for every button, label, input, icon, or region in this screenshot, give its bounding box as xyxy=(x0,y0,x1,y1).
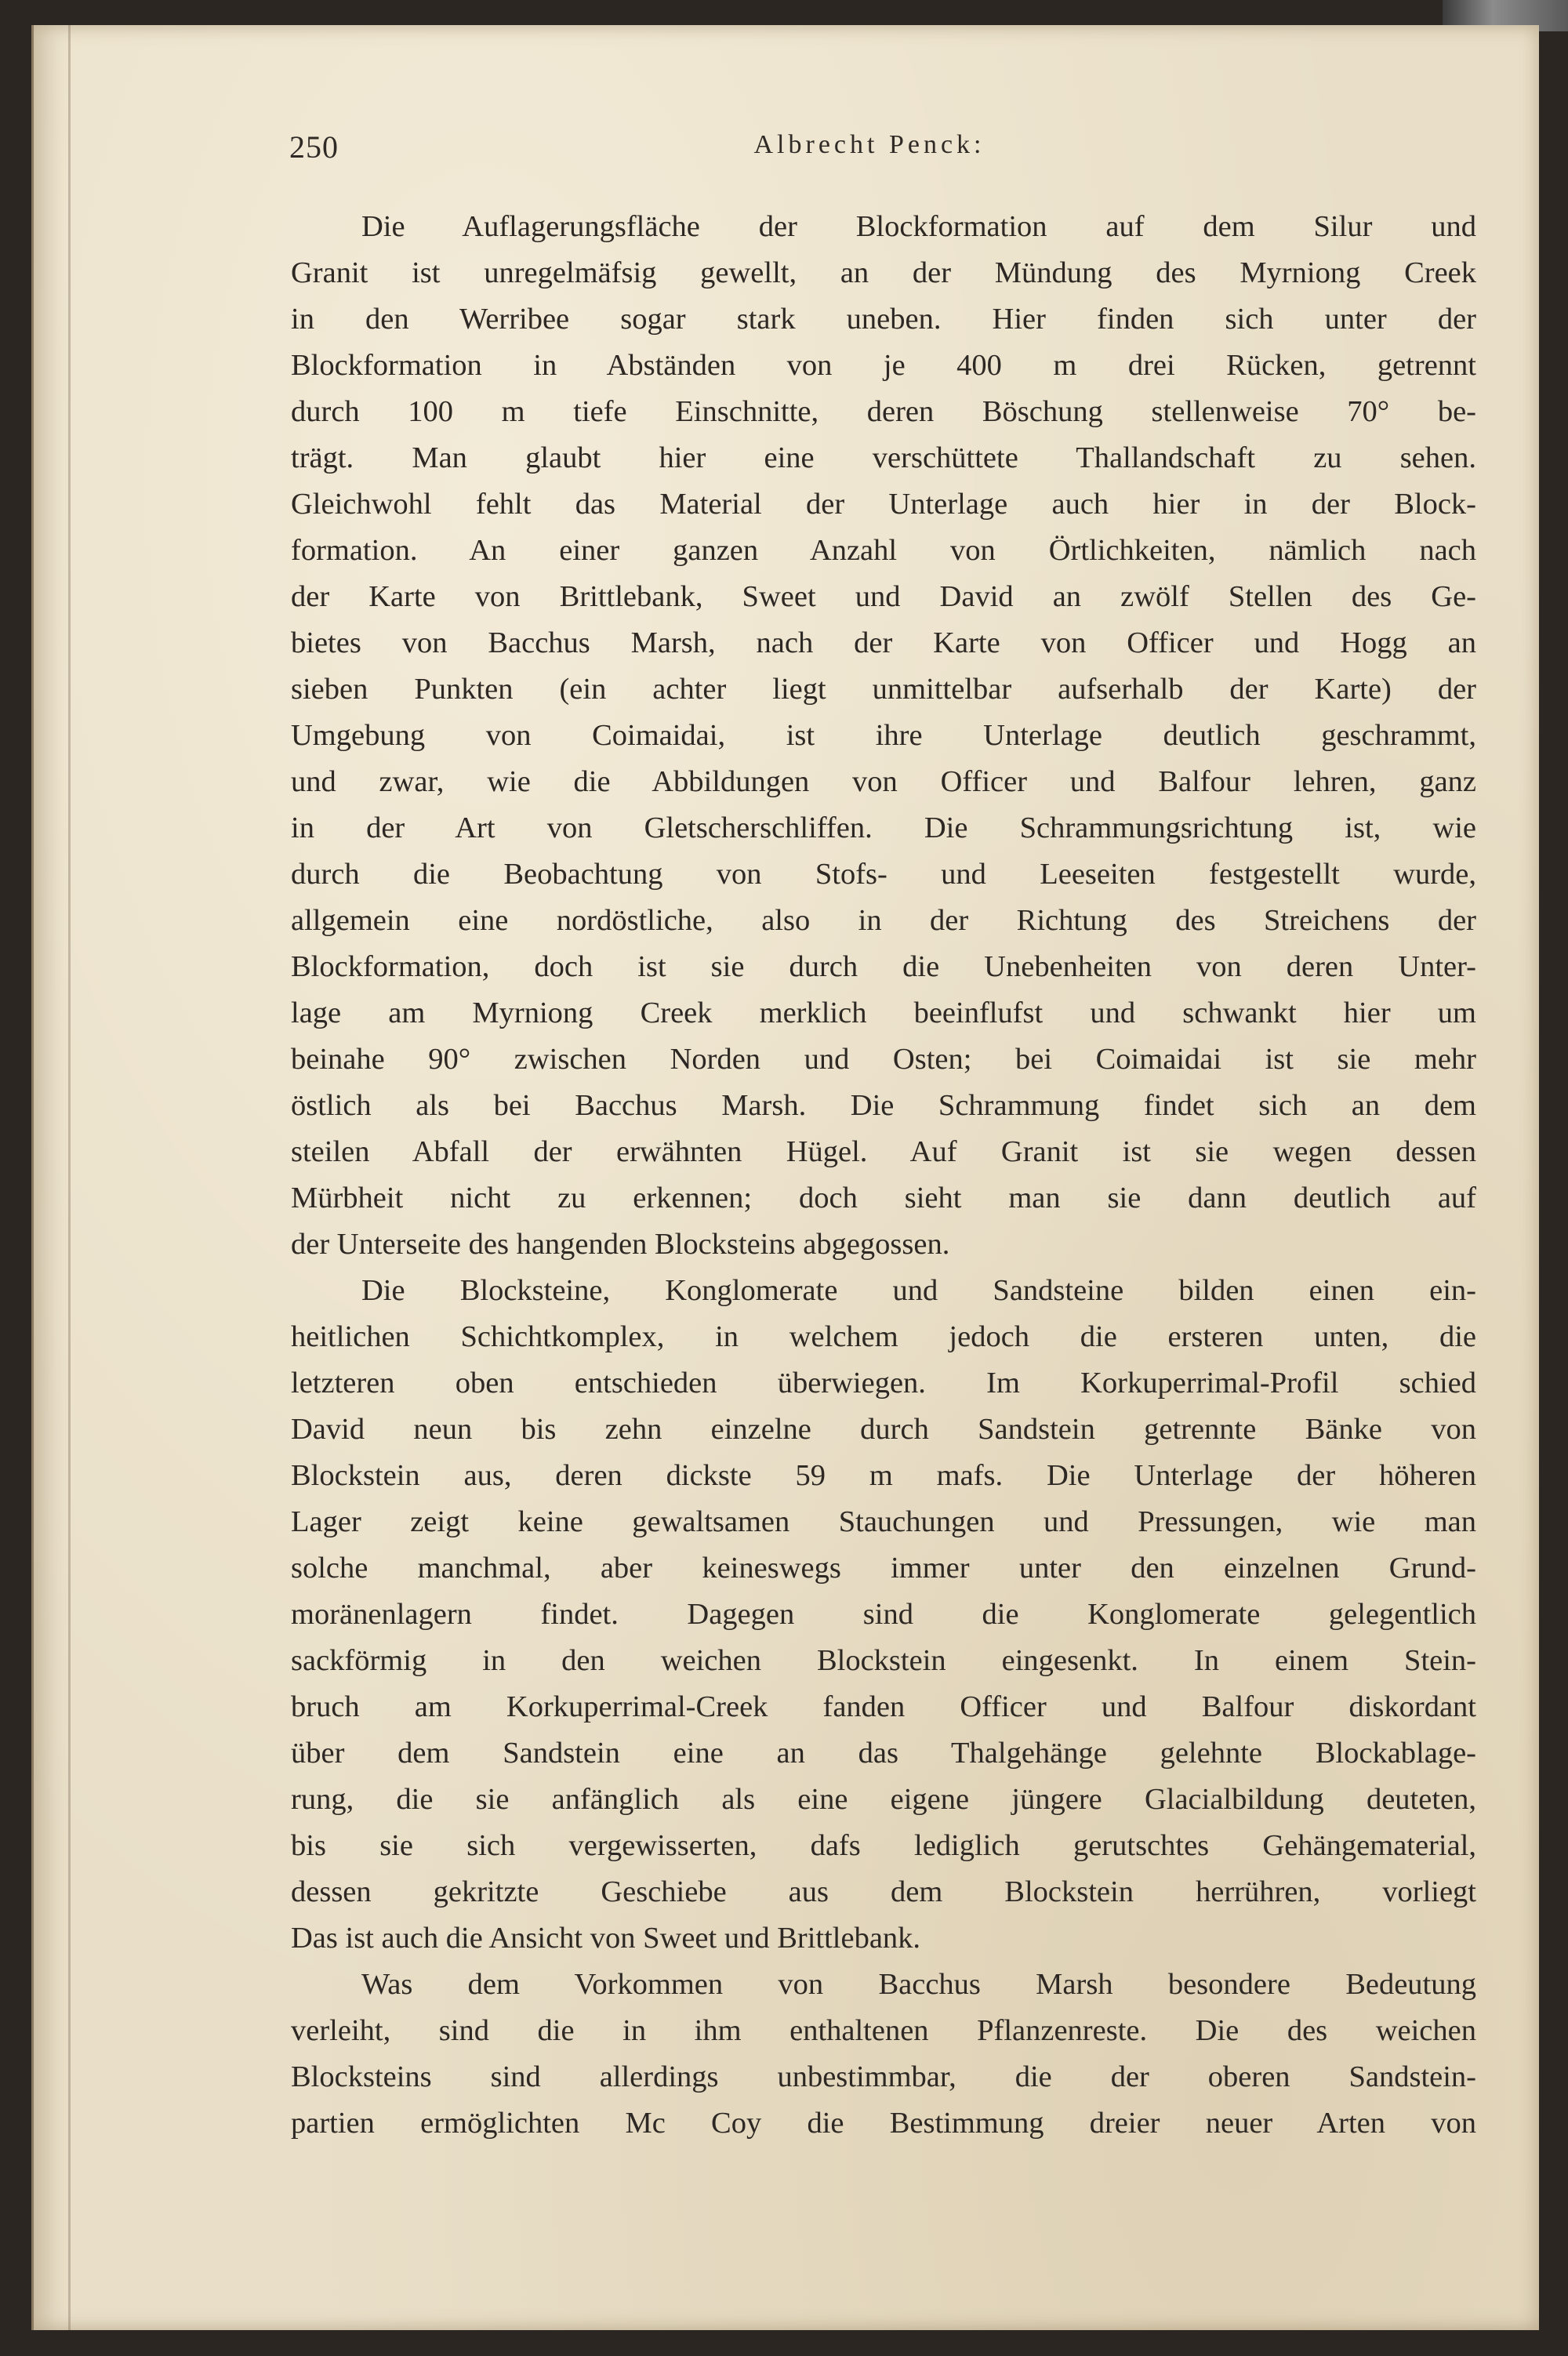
text-line: durch 100 m tiefe Einschnitte, deren Böschung stellenweise 70° be- xyxy=(291,395,1476,428)
text-line: durch die Beobachtung von Stofs- und Leeseiten festgestellt wurde, xyxy=(291,858,1476,891)
text-line: dessen gekritzte Geschiebe aus dem Blockstein herrühren, vorliegt xyxy=(291,1875,1476,1908)
text-line: in den Werribee sogar stark uneben. Hier finden sich unter der xyxy=(291,303,1476,336)
text-line: verleiht, sind die in ihm enthaltenen Pflanzenreste. Die des weichen xyxy=(291,2014,1476,2047)
text-line: Blockformation in Abständen von je 400 m drei Rücken, getrennt xyxy=(291,349,1476,382)
text-line: Gleichwohl fehlt das Material der Unterlage auch hier in der Block- xyxy=(291,488,1476,521)
page-number: 250 xyxy=(289,129,339,165)
text-line: über dem Sandstein eine an das Thalgehänge gelehnte Blockablage- xyxy=(291,1737,1476,1770)
page-gutter xyxy=(68,25,71,2330)
text-line: formation. An einer ganzen Anzahl von Örtlichkeiten, nämlich nach xyxy=(291,534,1476,567)
text-line: trägt. Man glaubt hier eine verschüttete Thallandschaft zu sehen. xyxy=(291,441,1476,474)
text-line: moränenlagern findet. Dagegen sind die Konglomerate gelegentlich xyxy=(291,1598,1476,1631)
text-line: Die Blocksteine, Konglomerate und Sandsteine bilden einen ein- xyxy=(361,1274,1476,1307)
text-line: partien ermöglichten Mc Coy die Bestimmung dreier neuer Arten von xyxy=(291,2107,1476,2140)
text-line: in der Art von Gletscherschliffen. Die Schrammungsrichtung ist, wie xyxy=(291,811,1476,844)
text-line: rung, die sie anfänglich als eine eigene jüngere Glacialbildung deuteten, xyxy=(291,1783,1476,1816)
text-line: lage am Myrniong Creek merklich beeinflufst und schwankt hier um xyxy=(291,996,1476,1029)
text-line: sackförmig in den weichen Blockstein eingesenkt. In einem Stein- xyxy=(291,1644,1476,1677)
text-line: allgemein eine nordöstliche, also in der Richtung des Streichens der xyxy=(291,904,1476,937)
text-line: letzteren oben entschieden überwiegen. Im Korkuperrimal-Profil schied xyxy=(291,1367,1476,1399)
text-line: sieben Punkten (ein achter liegt unmittelbar aufserhalb der Karte) der xyxy=(291,673,1476,706)
text-line: steilen Abfall der erwähnten Hügel. Auf Granit ist sie wegen dessen xyxy=(291,1135,1476,1168)
text-line: östlich als bei Bacchus Marsh. Die Schrammung findet sich an dem xyxy=(291,1089,1476,1122)
text-line: Mürbheit nicht zu erkennen; doch sieht man sie dann deutlich auf xyxy=(291,1182,1476,1214)
text-line: solche manchmal, aber keineswegs immer unter den einzelnen Grund- xyxy=(291,1552,1476,1585)
text-line: der Unterseite des hangenden Blocksteins abgegossen. xyxy=(291,1228,950,1261)
text-line: bietes von Bacchus Marsh, nach der Karte von Officer und Hogg an xyxy=(291,626,1476,659)
text-line: Was dem Vorkommen von Bacchus Marsh besondere Bedeutung xyxy=(361,1968,1476,2001)
text-line: Blocksteins sind allerdings unbestimmbar, die der oberen Sandstein- xyxy=(291,2060,1476,2093)
text-line: Blockstein aus, deren dickste 59 m mafs. Die Unterlage der höheren xyxy=(291,1459,1476,1492)
text-line: David neun bis zehn einzelne durch Sandstein getrennte Bänke von xyxy=(291,1413,1476,1446)
text-line: und zwar, wie die Abbildungen von Officer und Balfour lehren, ganz xyxy=(291,765,1476,798)
body-text xyxy=(291,204,1476,2147)
book-page xyxy=(31,25,1539,2330)
text-line: bis sie sich vergewisserten, dafs lediglich gerutschtes Gehängematerial, xyxy=(291,1829,1476,1862)
running-head: Albrecht Penck: xyxy=(753,130,985,159)
text-line: Granit ist unregelmäfsig gewellt, an der Mündung des Myrniong Creek xyxy=(291,256,1476,289)
text-line: Lager zeigt keine gewaltsamen Stauchungen und Pressungen, wie man xyxy=(291,1505,1476,1538)
text-line: Blockformation, doch ist sie durch die Unebenheiten von deren Unter- xyxy=(291,950,1476,983)
text-line: Die Auflagerungsfläche der Blockformation auf dem Silur und xyxy=(361,210,1476,243)
text-line: bruch am Korkuperrimal-Creek fanden Officer und Balfour diskordant xyxy=(291,1690,1476,1723)
text-line: der Karte von Brittlebank, Sweet und David an zwölf Stellen des Ge- xyxy=(291,580,1476,613)
text-line: Das ist auch die Ansicht von Sweet und Brittlebank. xyxy=(291,1922,921,1955)
text-line: beinahe 90° zwischen Norden und Osten; bei Coimaidai ist sie mehr xyxy=(291,1043,1476,1076)
page-header xyxy=(258,125,1481,172)
text-line: Umgebung von Coimaidai, ist ihre Unterlage deutlich geschrammt, xyxy=(291,719,1476,752)
text-line: heitlichen Schichtkomplex, in welchem jedoch die ersteren unten, die xyxy=(291,1320,1476,1353)
